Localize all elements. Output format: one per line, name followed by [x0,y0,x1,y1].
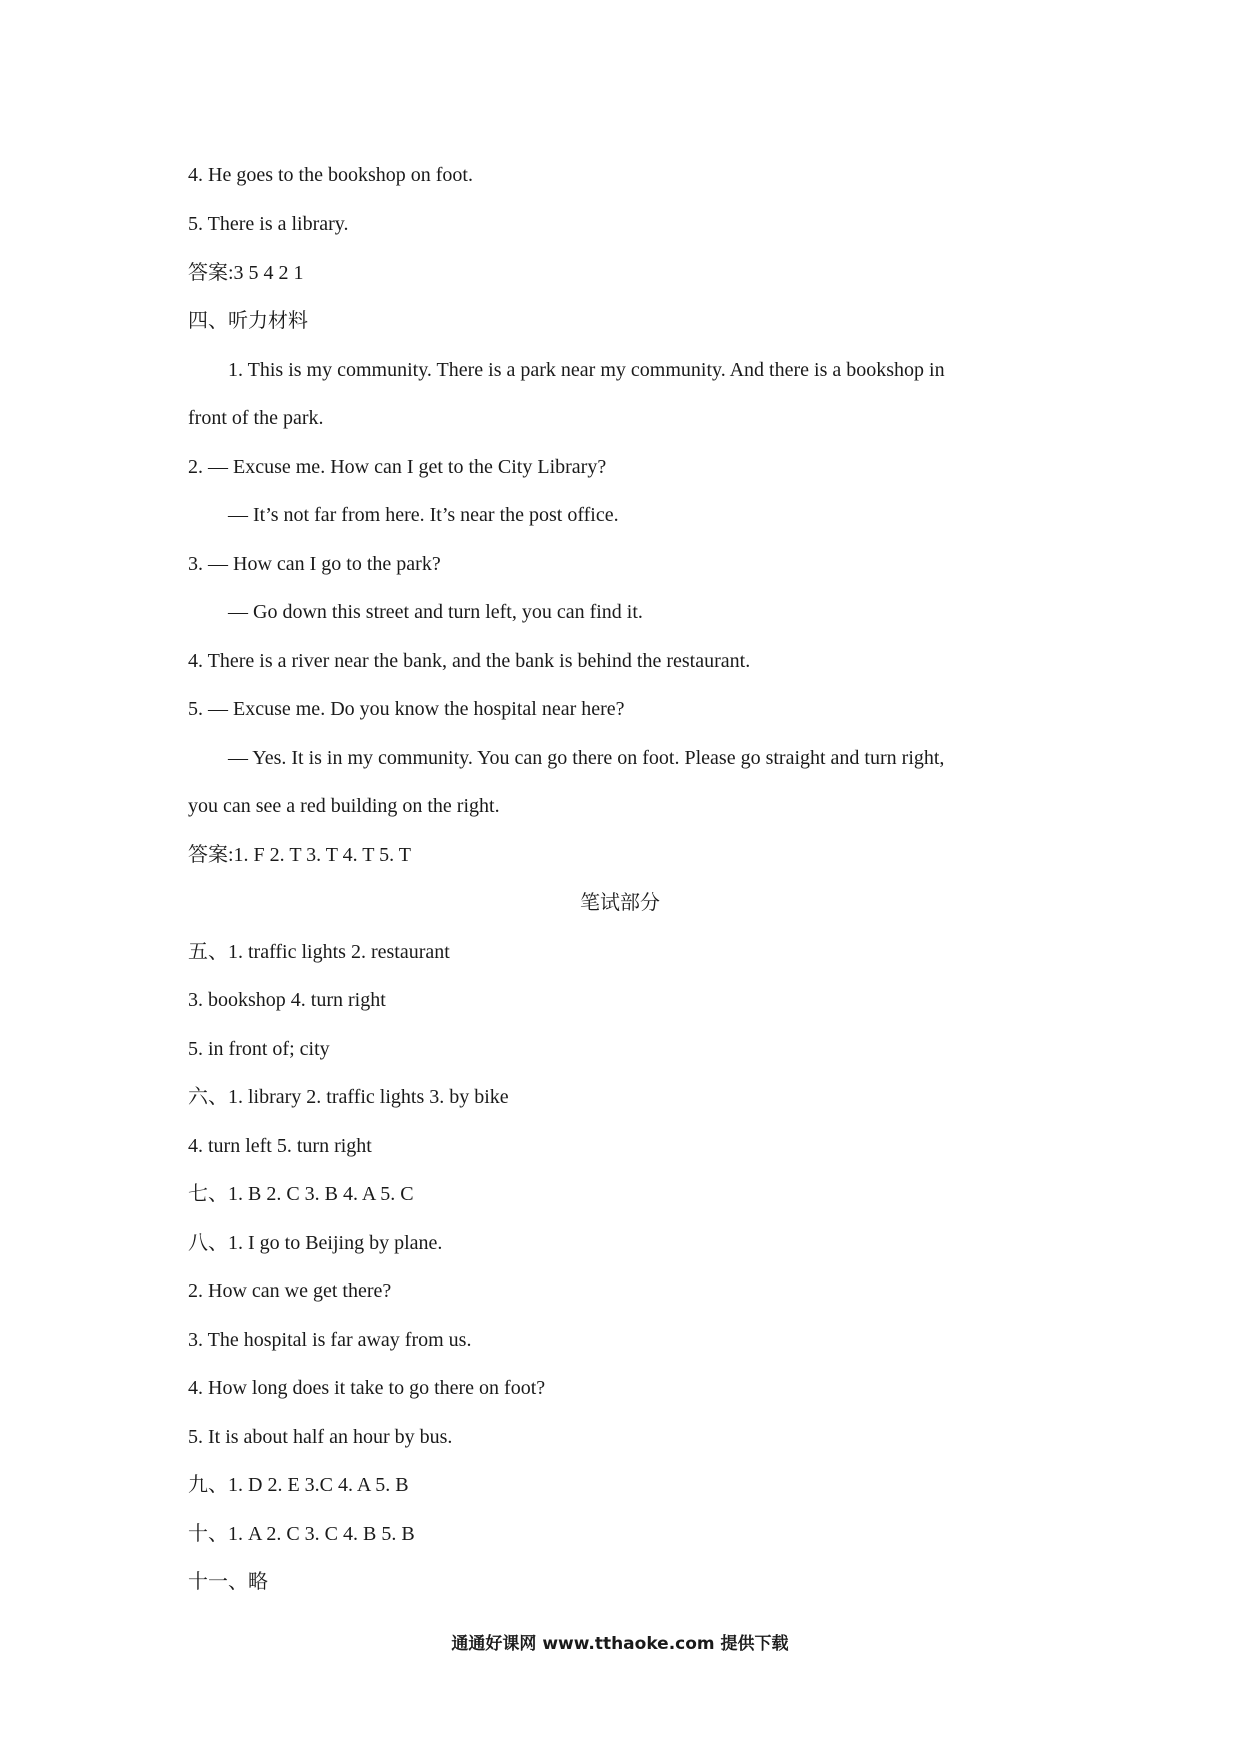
answer-line: 3. The hospital is far away from us. [188,1329,472,1351]
answer-key-line: 答案:3 5 4 2 1 [188,262,304,284]
answer-line: 五、1. traffic lights 2. restaurant [188,941,450,963]
section-heading: 四、听力材料 [188,310,308,332]
answer-line: 3. bookshop 4. turn right [188,989,386,1011]
answer-key-line: 答案:1. F 2. T 3. T 4. T 5. T [188,844,412,866]
answer-line: 5. There is a library. [188,213,349,235]
dialogue-line: you can see a red building on the right. [188,795,500,817]
answer-line: 4. How long does it take to go there on foot? [188,1377,546,1399]
dialogue-line: — Yes. It is in my community. You can go there on foot. Please go straight and turn right, [228,747,945,769]
section-title: 笔试部分 [580,892,660,914]
listening-text-line: front of the park. [188,407,324,429]
dialogue-line: 3. — How can I go to the park? [188,553,441,575]
page-footer: 通通好课网 www.tthaoke.com 提供下载 [451,1634,789,1654]
dialogue-line: 2. — Excuse me. How can I get to the City Library? [188,456,607,478]
answer-line: 5. in front of; city [188,1038,330,1060]
answer-line: 2. How can we get there? [188,1280,392,1302]
answer-line: 九、1. D 2. E 3.C 4. A 5. B [188,1474,409,1496]
answer-line: 十、1. A 2. C 3. C 4. B 5. B [188,1523,415,1545]
answer-line: 七、1. B 2. C 3. B 4. A 5. C [188,1183,414,1205]
answer-line: 4. He goes to the bookshop on foot. [188,164,473,186]
dialogue-line: — Go down this street and turn left, you can find it. [228,601,643,623]
listening-text-line: 1. This is my community. There is a park near my community. And there is a bookshop in [228,359,945,381]
answer-line: 4. turn left 5. turn right [188,1135,372,1157]
dialogue-line: 5. — Excuse me. Do you know the hospital near here? [188,698,625,720]
listening-text-line: 4. There is a river near the bank, and the bank is behind the restaurant. [188,650,751,672]
answer-line: 六、1. library 2. traffic lights 3. by bike [188,1086,509,1108]
answer-line: 5. It is about half an hour by bus. [188,1426,453,1448]
dialogue-line: — It’s not far from here. It’s near the post office. [228,504,619,526]
answer-line: 十一、略 [188,1571,268,1593]
answer-line: 八、1. I go to Beijing by plane. [188,1232,443,1254]
